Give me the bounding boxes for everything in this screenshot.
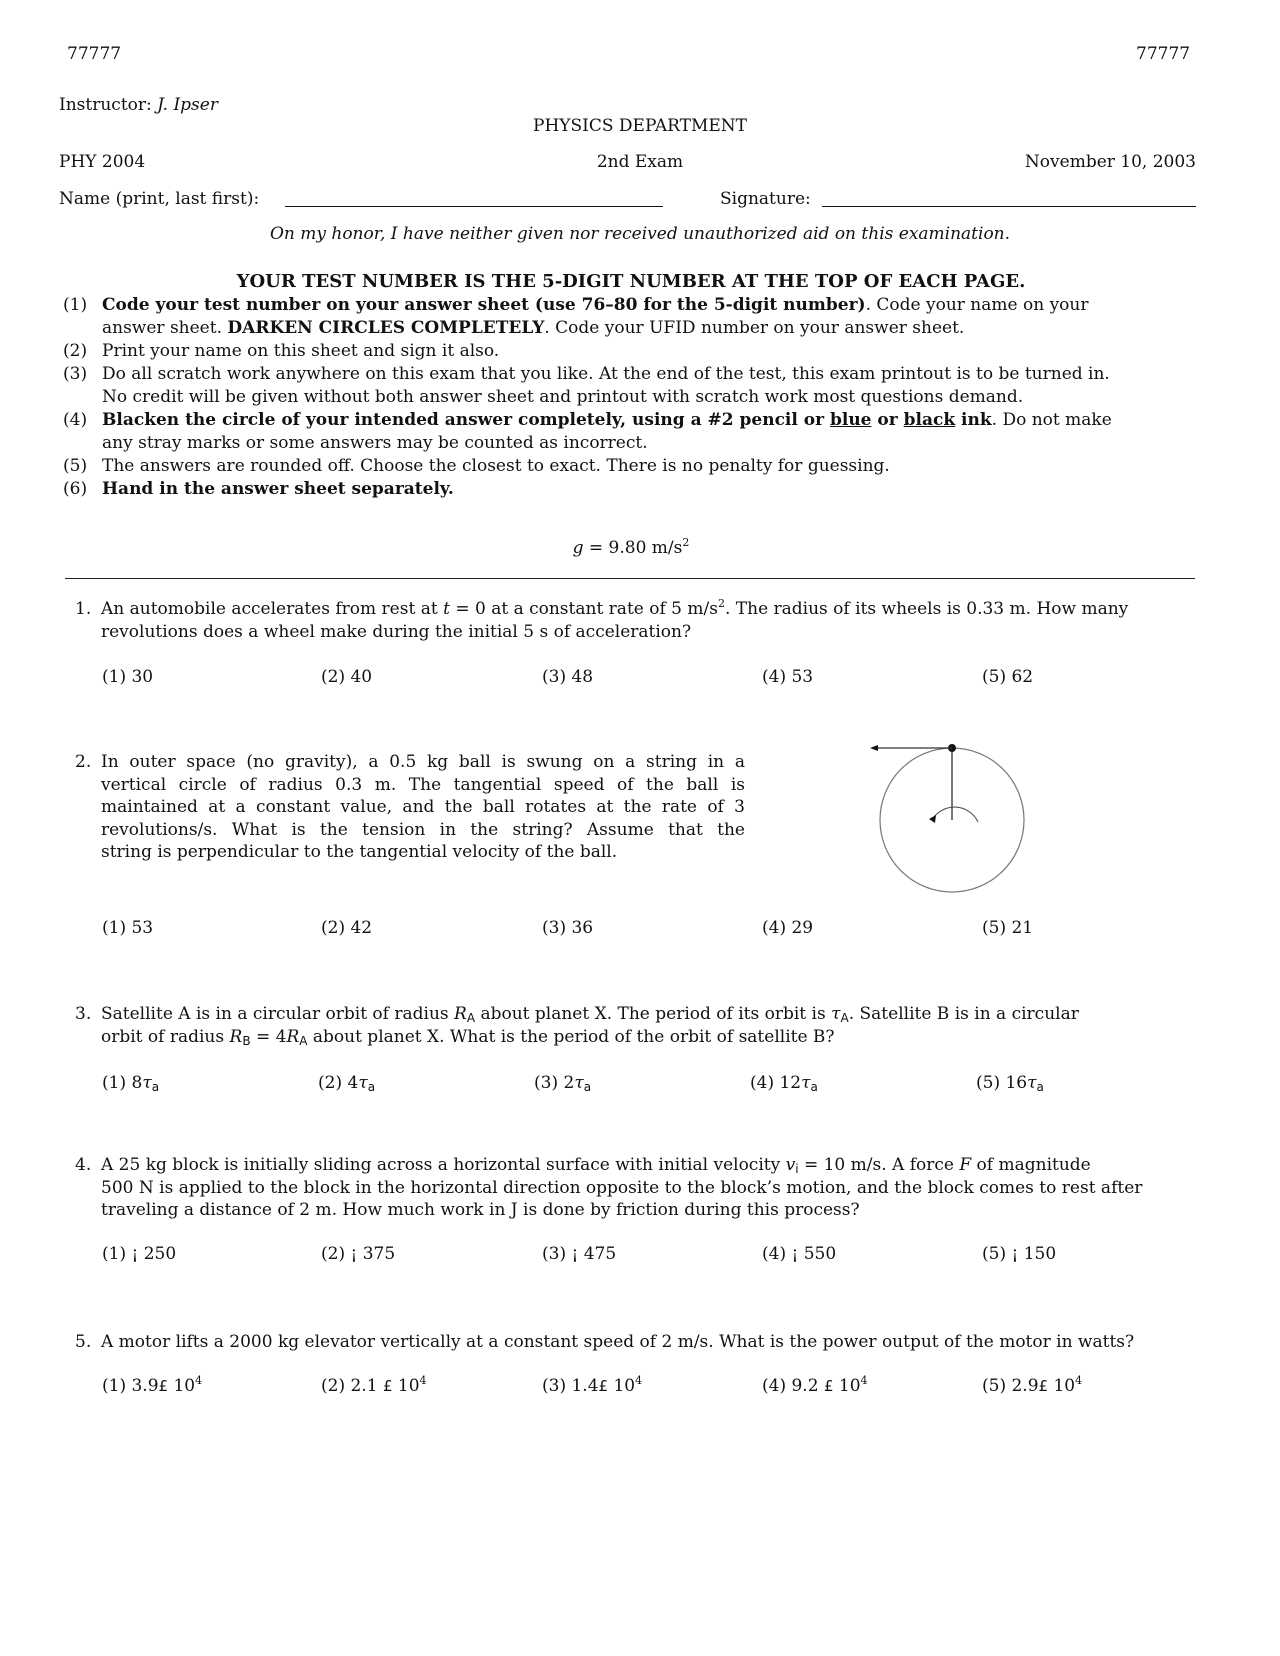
answer-choice: (3) 48 xyxy=(542,667,594,687)
signature-label: Signature: xyxy=(720,189,811,209)
test-number-left: 77777 xyxy=(67,44,122,64)
answer-choices-4 xyxy=(102,1244,1202,1268)
answer-choice: (5) 2.9£ $10^4$ xyxy=(982,1374,1083,1396)
instruction-item: (4) Blacken the circle of your intended answer completely, using a #2 pencil or blue or black ink. Do not make xyxy=(63,410,1112,430)
gravity-constant: g = 9.80 $m/s^2$ xyxy=(572,536,690,558)
instruction-item: (6) Hand in the answer sheet separately. xyxy=(63,479,454,499)
answer-choices-1 xyxy=(102,667,1202,691)
section-divider xyxy=(65,578,1195,579)
instructor-line xyxy=(59,95,218,115)
answer-choice: (4) 29 xyxy=(762,918,814,938)
instructor-name: J. Ipser xyxy=(157,95,218,115)
name-label: Name (print, last first): xyxy=(59,189,260,209)
velocity-arrowhead-icon xyxy=(870,745,878,751)
answer-choice: (1) 3.9£ $10^4$ xyxy=(102,1374,203,1396)
instruction-item-continued: any stray marks or some answers may be counted as incorrect. xyxy=(102,433,648,453)
instruction-item: (2) Print your name on this sheet and sign it also. xyxy=(63,341,500,361)
name-field-line[interactable] xyxy=(285,206,663,207)
instruction-item-continued: answer sheet. DARKEN CIRCLES COMPLETELY. Code your UFID number on your answer sheet. xyxy=(102,318,965,338)
answer-choice: (4) $12\tau_a$ xyxy=(750,1073,818,1094)
answer-choice: (2) $4\tau_a$ xyxy=(318,1073,376,1094)
answer-choice: (3) ¡ 475 xyxy=(542,1244,617,1264)
answer-choice: (2) 2.1 £ $10^4$ xyxy=(321,1374,427,1396)
exam-title: 2nd Exam xyxy=(596,152,684,172)
question-4: 4. A 25 kg block is initially sliding across a horizontal surface with initial velocity $v_i = 10$ m/s. A force F of magnitude 500 N is applied to the block in the horizontal direction opposite to the block’s motion, and the block comes to rest after traveling a distance of 2 m. How much work in J is done by friction during this process? xyxy=(75,1155,1143,1220)
answer-choice: (5) ¡ 150 xyxy=(982,1244,1057,1264)
answer-choices-5 xyxy=(102,1376,1202,1400)
question-2: 2. In outer space (no gravity), a 0.5 kg ball is swung on a string in a vertical circle of radius 0.3 m. The tangential speed of the ball is maintained at a constant value, and the ball rotates at the rate of 3 revolutions/s. What is the tension in the string? Assume that the string is perpendicular to the tangential velocity of the ball. xyxy=(75,752,745,862)
answer-choice: (4) ¡ 550 xyxy=(762,1244,837,1264)
question-1: 1. An automobile accelerates from rest at t = 0 at a constant rate of 5 $m/s^2$. The radius of its wheels is 0.33 m. How many revolutions does a wheel make during the initial 5 s of acceleration? xyxy=(75,597,1129,642)
signature-field-line[interactable] xyxy=(822,206,1196,207)
answer-choice: (5) $16\tau_a$ xyxy=(976,1073,1044,1094)
instructions-heading: YOUR TEST NUMBER IS THE 5-DIGIT NUMBER AT THE TOP OF EACH PAGE. xyxy=(236,271,1026,292)
rotation-arc xyxy=(932,807,978,822)
circular-motion-diagram xyxy=(860,738,1030,908)
course-code: PHY 2004 xyxy=(59,152,146,172)
department-title: PHYSICS DEPARTMENT xyxy=(533,116,747,136)
answer-choices-3 xyxy=(102,1073,1202,1097)
answer-choice: (5) 21 xyxy=(982,918,1034,938)
question-5: 5. A motor lifts a 2000 kg elevator vertically at a constant speed of 2 m/s. What is the power output of the motor in watts? xyxy=(75,1332,1135,1352)
answer-choice: (3) $2\tau_a$ xyxy=(534,1073,592,1094)
instruction-item: (5) The answers are rounded off. Choose the closest to exact. There is no penalty for guessing. xyxy=(63,456,890,476)
answer-choice: (4) 9.2 £ $10^4$ xyxy=(762,1374,868,1396)
answer-choice: (5) 62 xyxy=(982,667,1034,687)
instruction-item-continued: No credit will be given without both answer sheet and printout with scratch work most questions demand. xyxy=(102,387,1024,407)
instructor-label: Instructor: xyxy=(59,95,152,115)
answer-choices-2 xyxy=(102,918,1202,942)
instruction-list xyxy=(63,294,1213,501)
exam-date: November 10, 2003 xyxy=(1024,152,1196,172)
answer-choice: (2) 40 xyxy=(321,667,373,687)
answer-choice: (3) 1.4£ $10^4$ xyxy=(542,1374,643,1396)
answer-choice: (1) ¡ 250 xyxy=(102,1244,177,1264)
answer-choice: (4) 53 xyxy=(762,667,814,687)
rotation-arrowhead-icon xyxy=(929,815,936,823)
honor-statement: On my honor, I have neither given nor received unauthorized aid on this examination. xyxy=(269,224,1011,244)
answer-choice: (2) ¡ 375 xyxy=(321,1244,396,1264)
answer-choice: (3) 36 xyxy=(542,918,594,938)
answer-choice: (1) $8\tau_a$ xyxy=(102,1073,160,1094)
instruction-item: (1) Code your test number on your answer sheet (use 76–80 for the 5-digit number). Code your name on your xyxy=(63,295,1089,315)
answer-choice: (1) 30 xyxy=(102,667,154,687)
answer-choice: (2) 42 xyxy=(321,918,373,938)
question-3: 3. Satellite A is in a circular orbit of radius $R_A$ about planet X. The period of its orbit is $\tau_A$. Satellite B is in a circular orbit of radius $R_B = 4R_A$ about planet X. What is the period of the orbit of satellite B? xyxy=(75,1004,1079,1048)
test-number-right: 77777 xyxy=(1136,44,1191,64)
instruction-item: (3) Do all scratch work anywhere on this exam that you like. At the end of the test, this exam printout is to be turned in. xyxy=(63,364,1110,384)
answer-choice: (1) 53 xyxy=(102,918,154,938)
